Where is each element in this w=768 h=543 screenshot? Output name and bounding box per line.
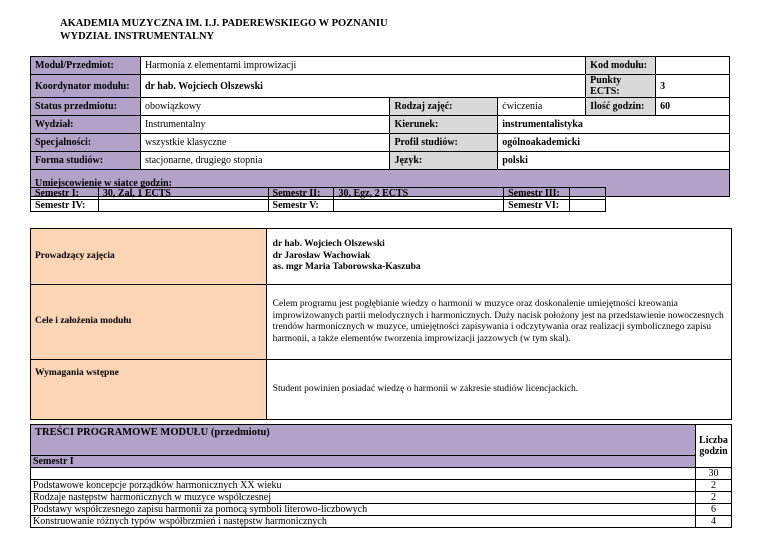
- godzin-label-header: godzin: [699, 446, 728, 457]
- wymagania-value: Student powinien posiadać wiedzę o harmonii w zakresie studiów licencjackich.: [266, 360, 731, 420]
- topic-text: Rodzaje następstw harmonicznych w muzyce współczesnej: [31, 492, 696, 504]
- semestr-1-label: Semestr I:: [31, 188, 99, 200]
- status-value: obowiązkowy: [140, 98, 390, 116]
- teacher-2: dr Jarosław Wachowiak: [272, 250, 371, 261]
- module-details-table: [30, 228, 732, 420]
- prowadzacy-value: [266, 229, 731, 285]
- semestr-3-label: Semestr III:: [504, 188, 570, 200]
- semestr-4-label: Semestr IV:: [31, 200, 99, 212]
- topic-text: Konstruowanie różnych typów współbrzmień i następstw harmonicznych: [31, 516, 696, 528]
- semestr-5-label: Semestr V:: [268, 200, 334, 212]
- semestr-2-value: 30, Egz, 2 ECTS: [334, 188, 504, 200]
- topic-text: Podstawy współczesnego zapisu harmonii za pomocą symboli literowo-liczbowych: [31, 504, 696, 516]
- liczba-godzin-header: [696, 425, 732, 468]
- teacher-1: dr hab. Wojciech Olszewski: [272, 239, 385, 250]
- cele-label: Cele i założenia modułu: [31, 285, 267, 360]
- topic-hours: 6: [696, 504, 732, 516]
- ects-label: Punkty ECTS:: [586, 75, 656, 98]
- kod-label: Kod modułu:: [586, 57, 656, 75]
- ects-value: 3: [656, 75, 730, 98]
- topic-text: Podstawowe koncepcje porządków harmonicznych XX wieku: [31, 480, 696, 492]
- forma-label: Forma studiów:: [31, 152, 141, 170]
- semestr-1-value: 30, Zal, 1 ECTS: [98, 188, 268, 200]
- table-row: [31, 504, 732, 516]
- koordynator-label: Koordynator modułu:: [31, 75, 141, 98]
- table-row: [31, 480, 732, 492]
- liczba-label: Liczba: [699, 435, 728, 446]
- modul-value: Harmonia z elementami improwizacji: [140, 57, 585, 75]
- cele-value: Celem programu jest pogłębianie wiedzy o harmonii w muzyce oraz doskonalenie umiejętności kreowania improwizowanych partii melodycznych i harmonicznych. Duży nacisk położony jest na przedstawienie nowoczesnych trendów harmonicznych w muzyce, umiejętności zapisywania i odczytywania oraz realizacji symbolicznego zapisu harmonii, a także elementów tworzenia improwizacji jazzowych (w tym skal).: [266, 285, 731, 360]
- wydzial-value: Instrumentalny: [140, 116, 390, 134]
- academy-name: AKADEMIA MUZYCZNA IM. I.J. PADEREWSKIEGO W POZNANIU: [60, 18, 388, 29]
- koordynator-value: dr hab. Wojciech Olszewski: [140, 75, 585, 98]
- kierunek-label: Kierunek:: [390, 116, 498, 134]
- topic-hours: 2: [696, 480, 732, 492]
- faculty-name: WYDZIAŁ INSTRUMENTALNY: [60, 31, 215, 42]
- specjalnosci-value: wszystkie klasyczne: [140, 134, 390, 152]
- rodzaj-label: Rodzaj zajęć:: [390, 98, 498, 116]
- prowadzacy-label: Prowadzący zajęcia: [31, 229, 267, 285]
- table-row: [31, 516, 732, 528]
- semestr-6-label: Semestr VI:: [504, 200, 570, 212]
- program-content-table: [30, 424, 732, 528]
- siatka-label: Umiejscowienie w siatce godzin:: [31, 170, 730, 197]
- profil-value: ogólnoakademicki: [498, 134, 730, 152]
- modul-label: Moduł/Przedmiot:: [31, 57, 141, 75]
- semestr-hours: 30: [696, 468, 732, 480]
- kod-value: [656, 57, 730, 75]
- topic-hours: 4: [696, 516, 732, 528]
- forma-value: stacjonarne, drugiego stopnia: [140, 152, 390, 170]
- semestr-2-label: Semestr II:: [268, 188, 334, 200]
- teacher-3: as. mgr Maria Taborowska-Kaszuba: [272, 262, 421, 273]
- jezyk-label: Język:: [390, 152, 498, 170]
- tresci-title: TREŚCI PROGRAMOWE MODUŁU (przedmiotu): [31, 425, 696, 456]
- godzin-value: 60: [656, 98, 730, 116]
- semestr-6-value: [570, 200, 606, 212]
- wymagania-label: Wymagania wstępne: [31, 360, 267, 420]
- semestr-4-value: [98, 200, 268, 212]
- semester-grid: [30, 187, 606, 212]
- godzin-label: Ilość godzin:: [586, 98, 656, 116]
- rodzaj-value: ćwiczenia: [498, 98, 586, 116]
- jezyk-value: polski: [498, 152, 730, 170]
- topic-hours: 2: [696, 492, 732, 504]
- kierunek-value: instrumentalistyka: [498, 116, 730, 134]
- semestr-blank: [31, 468, 696, 480]
- document-header: [60, 17, 388, 43]
- status-label: Status przedmiotu:: [31, 98, 141, 116]
- table-row: [31, 492, 732, 504]
- semestr-5-value: [334, 200, 504, 212]
- module-info-table: [30, 56, 730, 197]
- semestr-3-value: [570, 188, 606, 200]
- profil-label: Profil studiów:: [390, 134, 498, 152]
- semestr-heading: Semestr I: [31, 456, 696, 468]
- specjalnosci-label: Specjalności:: [31, 134, 141, 152]
- wydzial-label: Wydział:: [31, 116, 141, 134]
